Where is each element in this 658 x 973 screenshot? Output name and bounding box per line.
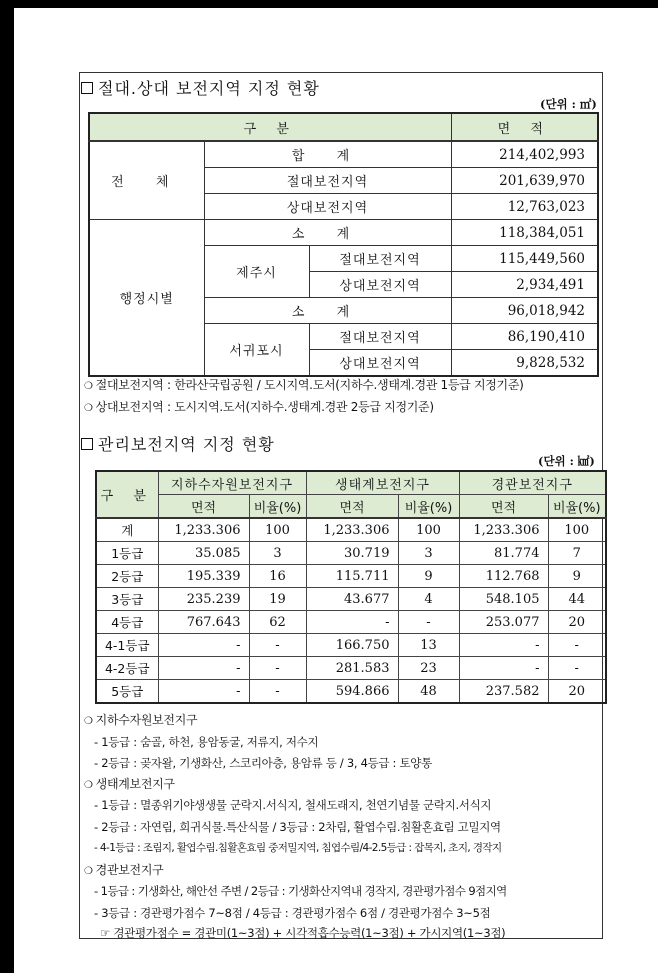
- group-total: 전 체: [89, 141, 204, 220]
- area-cell: 594.866: [306, 680, 398, 704]
- row-label: 절대보전지역: [309, 246, 451, 272]
- area-cell: -: [158, 657, 249, 680]
- row-value: 2,934,491: [451, 272, 598, 298]
- ratio-cell: 62: [249, 611, 306, 634]
- section1-title: [81, 76, 320, 99]
- table-row: [96, 634, 606, 657]
- seogwipo-subtotal-value: 96,018,942: [451, 298, 598, 324]
- header-row-groups: [96, 471, 606, 495]
- header-category: 구 분: [96, 471, 158, 518]
- row-label: 5등급: [96, 680, 158, 704]
- header-area: 면 적: [451, 113, 598, 141]
- area-cell: 30.719: [306, 542, 398, 565]
- row-value: 201,639,970: [451, 168, 598, 194]
- circle-bullet-icon: ❍: [84, 381, 93, 392]
- city-seogwipo: 서귀포시: [204, 324, 309, 377]
- table-row: [96, 542, 606, 565]
- area-cell: -: [306, 611, 398, 634]
- row-label: 절대보전지역: [309, 324, 451, 350]
- ratio-cell: 20: [548, 611, 606, 634]
- area-cell: 767.643: [158, 611, 249, 634]
- row-value: 86,190,410: [451, 324, 598, 350]
- city-jeju: 제주시: [204, 246, 309, 298]
- section1-unit: (단위 : ㎡): [540, 97, 597, 111]
- ratio-cell: 3: [398, 542, 459, 565]
- circle-bullet-icon: ❍: [84, 866, 93, 877]
- note-item: - 1등급 : 숨골, 하천, 용암동굴, 저류지, 저수지: [94, 735, 319, 749]
- area-cell: -: [459, 657, 548, 680]
- section2-title: [81, 432, 275, 455]
- area-cell: -: [459, 634, 548, 657]
- table-row: [96, 611, 606, 634]
- area-cell: 195.339: [158, 565, 249, 588]
- note-absolute: [84, 376, 524, 393]
- black-frame-left: [0, 0, 14, 973]
- area-cell: 1,233.306: [459, 518, 548, 542]
- header-ratio: 비율(%): [548, 495, 606, 519]
- note-groundwater-title: [84, 711, 197, 728]
- ratio-cell: -: [398, 611, 459, 634]
- header-category: 구 분: [89, 113, 451, 141]
- row-label: 3등급: [96, 588, 158, 611]
- table-row: [89, 220, 598, 246]
- ratio-cell: 100: [398, 518, 459, 542]
- table-row: [89, 141, 598, 168]
- row-label: 4등급: [96, 611, 158, 634]
- ratio-cell: 19: [249, 588, 306, 611]
- formula-text: 경관평가점수 = 경관미(1~3점) + 시각적흡수능력(1~3점) + 가시지역(1~3점): [113, 926, 506, 940]
- ratio-cell: -: [548, 634, 606, 657]
- section1-title-text: 절대.상대 보전지역 지정 현황: [98, 79, 320, 98]
- ratio-cell: 23: [398, 657, 459, 680]
- row-label: 4-1등급: [96, 634, 158, 657]
- table-row: [96, 680, 606, 704]
- area-cell: 253.077: [459, 611, 548, 634]
- area-cell: 281.583: [306, 657, 398, 680]
- ratio-cell: -: [249, 657, 306, 680]
- area-cell: 237.582: [459, 680, 548, 704]
- ratio-cell: 100: [548, 518, 606, 542]
- ratio-cell: 20: [548, 680, 606, 704]
- ratio-cell: 3: [249, 542, 306, 565]
- note-text: 지하수자원보전지구: [95, 713, 198, 727]
- note-text: 생태계보전지구: [95, 777, 175, 791]
- row-value: 115,449,560: [451, 246, 598, 272]
- ratio-cell: -: [249, 634, 306, 657]
- area-cell: 35.085: [158, 542, 249, 565]
- table-row: [96, 565, 606, 588]
- row-value: 214,402,993: [451, 141, 598, 168]
- header-area: 면적: [158, 495, 249, 519]
- header-ecosystem: 생태계보전지구: [306, 471, 459, 495]
- area-cell: 166.750: [306, 634, 398, 657]
- row-label: 절대보전지역: [204, 168, 451, 194]
- jeju-subtotal-value: 118,384,051: [451, 220, 598, 246]
- row-label: 상대보전지역: [309, 350, 451, 377]
- note-formula: [100, 925, 505, 941]
- area-cell: 81.774: [459, 542, 548, 565]
- black-frame-top: [0, 0, 658, 8]
- note-item: - 2등급 : 자연림, 희귀식물.특산식물 / 3등급 : 2차림, 활엽수림.침활혼효림 고밀지역: [94, 820, 501, 834]
- note-relative: [84, 398, 434, 415]
- seogwipo-subtotal-label: 소 계: [204, 298, 451, 324]
- ratio-cell: 4: [398, 588, 459, 611]
- group-admin: 행정시별: [89, 220, 204, 377]
- row-label: 2등급: [96, 565, 158, 588]
- note-item: - 3등급 : 경관평가점수 7~8점 / 4등급 : 경관평가점수 6점 / 경관평가점수 3~5점: [94, 906, 491, 920]
- note-item: - 4-1등급 : 조림지, 활엽수림.침활혼효림 중저밀지역, 침엽수림/4-2.5등급 : 잡목지, 초지, 경작지: [94, 842, 502, 854]
- row-value: 12,763,023: [451, 194, 598, 220]
- row-label: 상대보전지역: [204, 194, 451, 220]
- ratio-cell: 9: [398, 565, 459, 588]
- area-cell: 235.239: [158, 588, 249, 611]
- pointer-hand-icon: ☞: [100, 926, 111, 940]
- row-label: 1등급: [96, 542, 158, 565]
- area-cell: 548.105: [459, 588, 548, 611]
- table-row: [96, 657, 606, 680]
- ratio-cell: -: [249, 680, 306, 704]
- note-item: - 1등급 : 기생화산, 해안선 주변 / 2등급 : 기생화산지역내 경작지, 경관평가점수 9점지역: [94, 884, 507, 898]
- ratio-cell: -: [548, 657, 606, 680]
- section2-title-text: 관리보전지역 지정 현황: [98, 435, 275, 454]
- note-text: 경관보전지구: [95, 863, 164, 877]
- ratio-cell: 100: [249, 518, 306, 542]
- table-header-row: [89, 113, 598, 141]
- ratio-cell: 48: [398, 680, 459, 704]
- jeju-subtotal-label: 소 계: [204, 220, 451, 246]
- row-value: 9,828,532: [451, 350, 598, 377]
- area-cell: 1,233.306: [158, 518, 249, 542]
- square-bullet-icon: [81, 438, 93, 450]
- header-area: 면적: [459, 495, 548, 519]
- row-label: 4-2등급: [96, 657, 158, 680]
- area-cell: -: [158, 680, 249, 704]
- square-bullet-icon: [81, 82, 93, 94]
- absolute-relative-zone-table: [88, 112, 599, 377]
- row-label: 상대보전지역: [309, 272, 451, 298]
- ratio-cell: 9: [548, 565, 606, 588]
- row-label: 합 계: [204, 141, 451, 168]
- note-item: - 2등급 : 곶자왈, 기생화산, 스코리아층, 용암류 등 / 3, 4등급 : 토양통: [94, 756, 432, 770]
- circle-bullet-icon: ❍: [84, 403, 93, 414]
- header-row-sub: [96, 495, 606, 519]
- section2-unit: (단위 : ㎢): [538, 454, 595, 468]
- note-text: 상대보전지역 : 도시지역.도서(지하수.생태계.경관 2등급 지정기준): [95, 400, 434, 414]
- area-cell: 115.711: [306, 565, 398, 588]
- header-ratio: 비율(%): [249, 495, 306, 519]
- ratio-cell: 7: [548, 542, 606, 565]
- circle-bullet-icon: ❍: [84, 716, 93, 727]
- note-landscape-title: [84, 861, 163, 878]
- area-cell: 112.768: [459, 565, 548, 588]
- header-landscape: 경관보전지구: [459, 471, 606, 495]
- area-cell: 1,233.306: [306, 518, 398, 542]
- ratio-cell: 13: [398, 634, 459, 657]
- management-table-body: [96, 518, 606, 703]
- note-text: 절대보전지역 : 한라산국립공원 / 도시지역.도서(지하수.생태계.경관 1등급 지정기준): [95, 378, 524, 392]
- table-row: [96, 518, 606, 542]
- row-label: 계: [96, 518, 158, 542]
- ratio-cell: 16: [249, 565, 306, 588]
- note-item: - 1등급 : 멸종위기야생생물 군락지.서식지, 철새도래지, 천연기념물 군락지.서식지: [94, 798, 492, 812]
- circle-bullet-icon: ❍: [84, 780, 93, 791]
- management-zone-table: [95, 470, 607, 704]
- area-cell: 43.677: [306, 588, 398, 611]
- table-row: [96, 588, 606, 611]
- ratio-cell: 44: [548, 588, 606, 611]
- note-ecosystem-title: [84, 775, 175, 792]
- header-groundwater: 지하수자원보전지구: [158, 471, 306, 495]
- area-cell: -: [158, 634, 249, 657]
- header-ratio: 비율(%): [398, 495, 459, 519]
- header-area: 면적: [306, 495, 398, 519]
